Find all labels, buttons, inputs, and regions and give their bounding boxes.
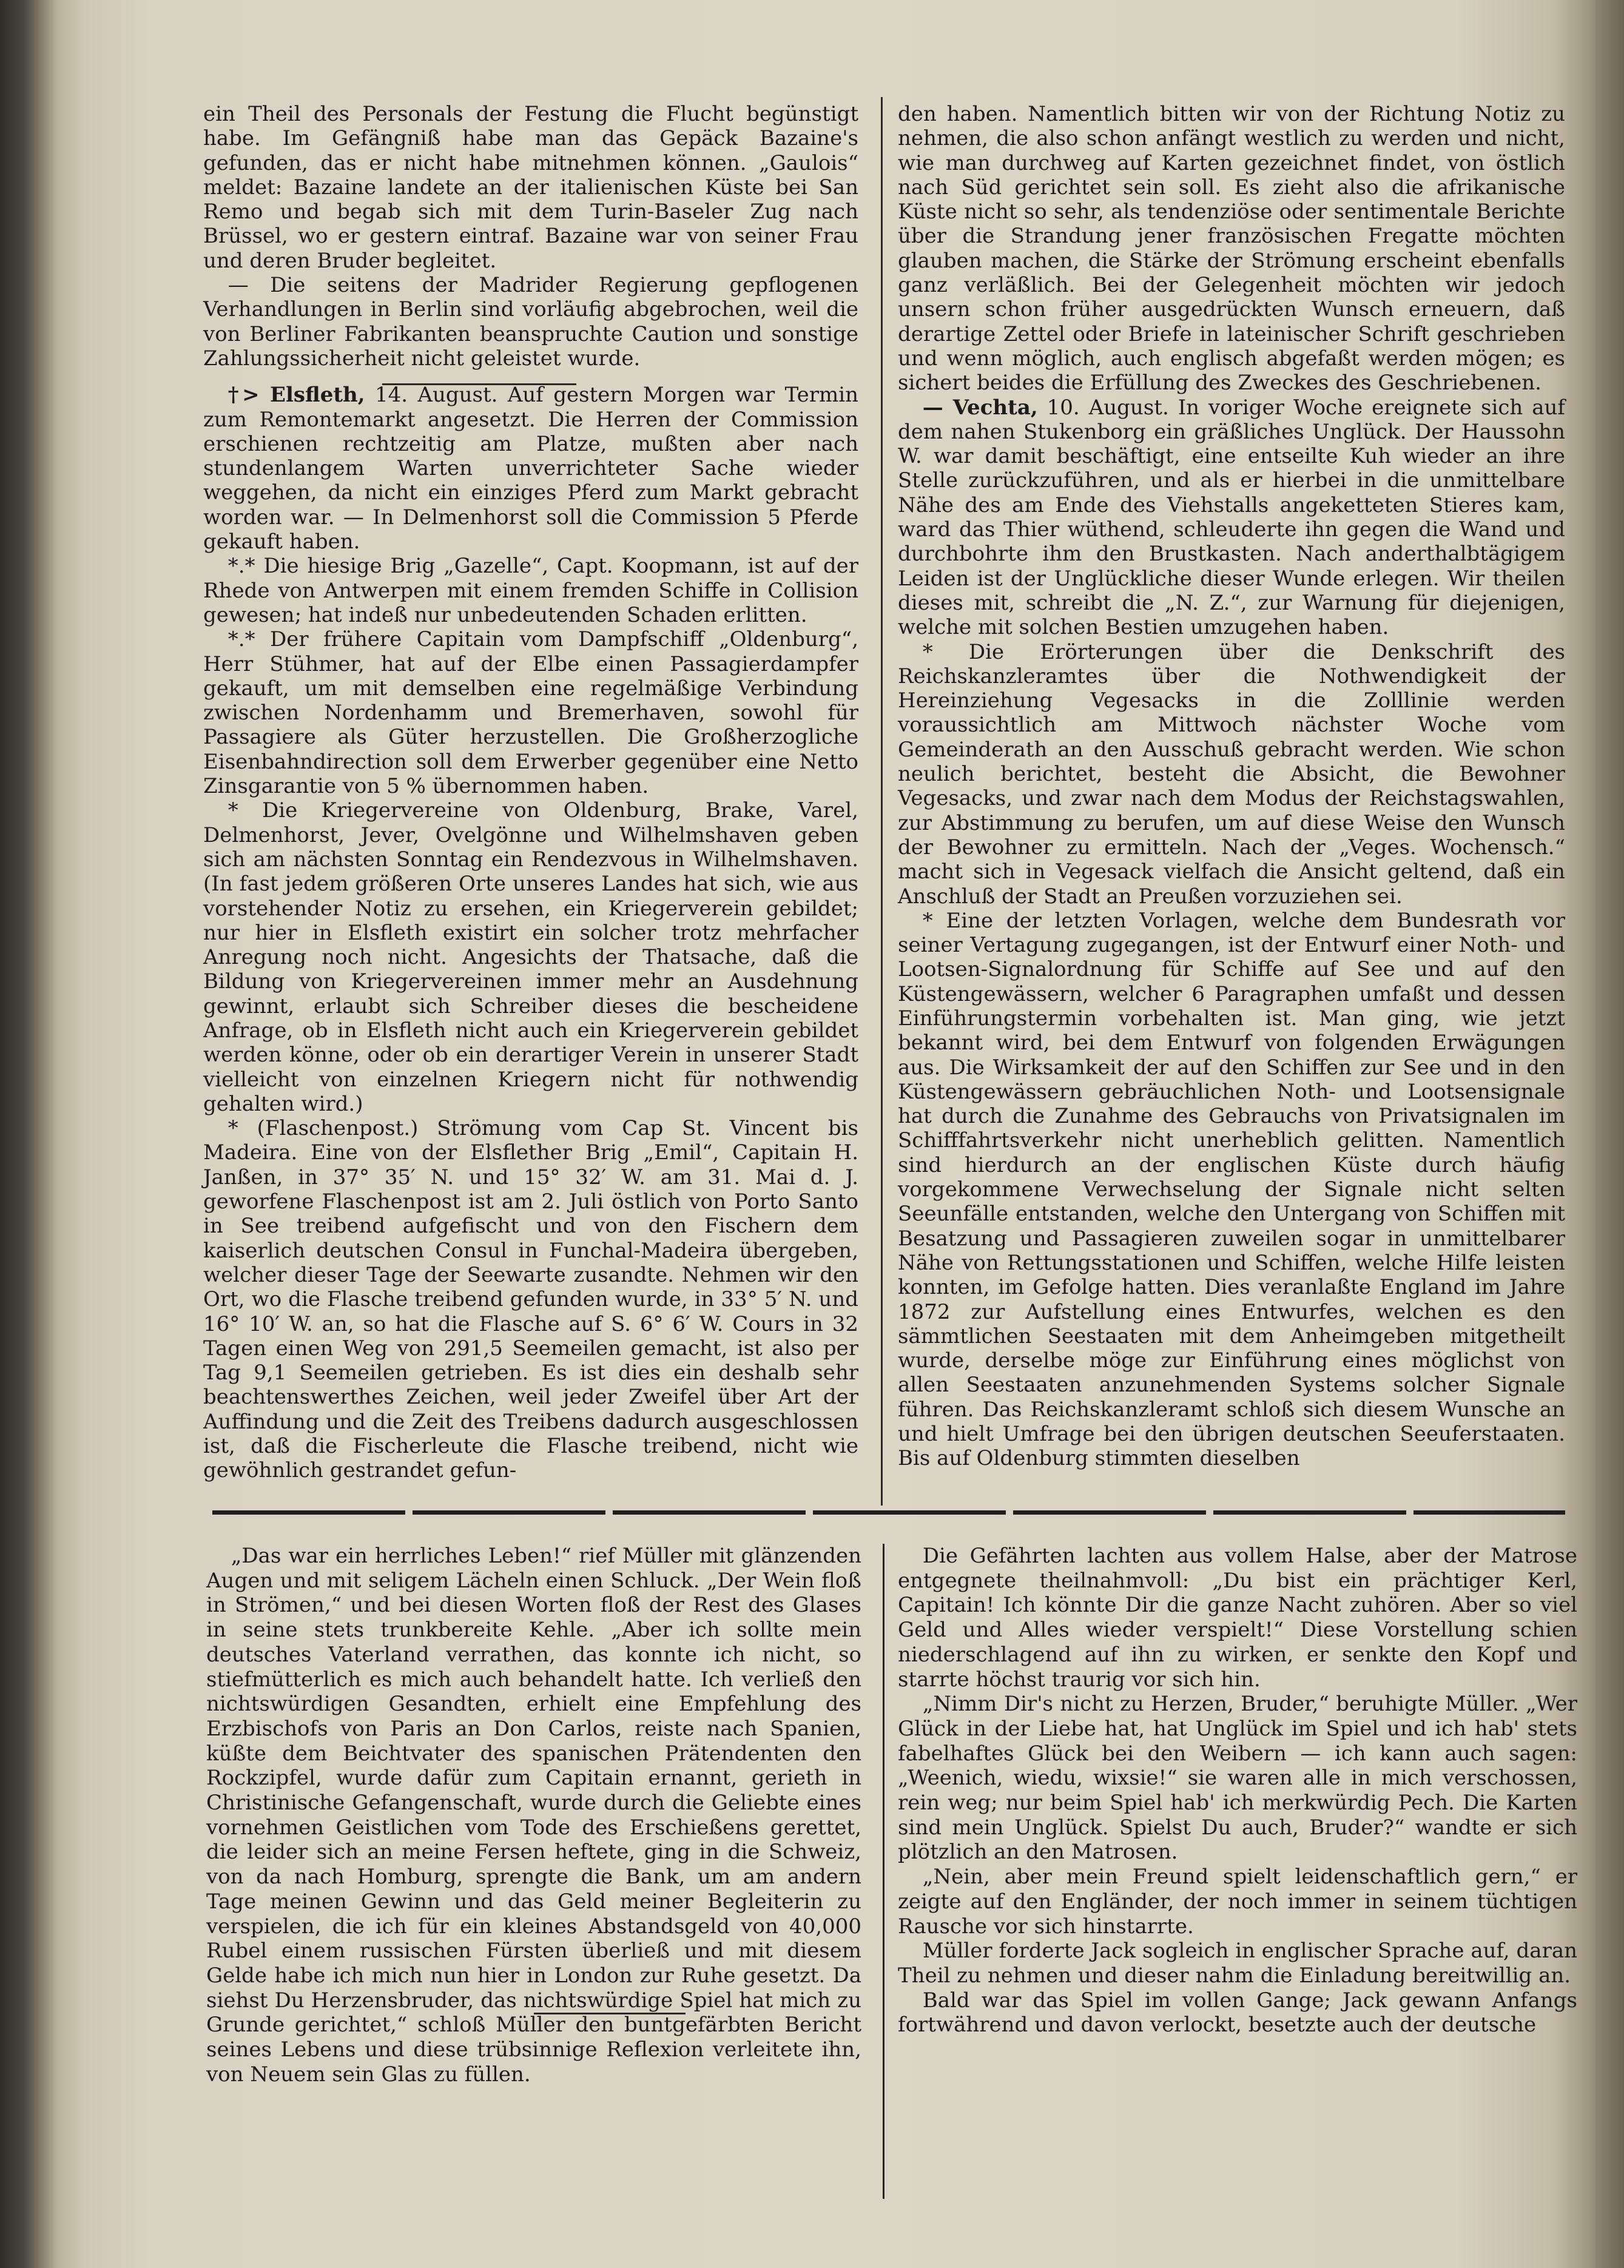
story-paragraph: Müller forderte Jack sogleich in englischer Sprache auf, daran Theil zu nehmen und dieser nahm die Einladung bereitwillig an. [898,1939,1577,1988]
vechta-dateline: — Vechta, [922,395,1038,420]
bazaine-paragraph: ein Theil des Personals der Festung die Flucht begünstigt habe. Im Gefängniß habe man das Gepäck Bazaine's gefunden, das er nicht habe mitnehmen können. „Gaulois“ meldet: Bazaine landete an der italienischen Küste bei San Remo und begab sich mit dem Turin-Baseler Zug nach Brüssel, wo er gestern eintraf. Bazaine war von seiner Frau und deren Bruder begleitet. [203,102,858,273]
stuehmer-paragraph: *.* Der frühere Capitain vom Dampfschiff „Oldenburg“, Herr Stühmer, hat auf der Elbe einen Passagierdampfer gekauft, um mit demselben eine regelmäßige Verbindung zwischen Nordenhamm und Bremerhaven, sowohl für Passagiere als Güter herzustellen. Die Großherzogliche Eisenbahndirection soll dem Erwerber gegenüber eine Netto Zinsgarantie von 5 % übernommen haben. [203,627,858,799]
feuilleton-separator [212,1510,1565,1515]
signalordnung-paragraph: * Eine der letzten Vorlagen, welche dem Bundesrath vor seiner Vertagung zugegangen, ist der Entwurf einer Noth- und Lootsen-Signalordnung für Schiffe auf See und auf den Küstengewässern, welcher 6 Paragraphen umfaßt und dessen Einführungstermin vorbehalten ist. Man ging, wie jetzt bekannt wird, bei dem Entwurf von folgenden Erwägungen aus. Die Wirksamkeit der auf den Schiffen zur See und in den Küstengewässern gebräuchlichen Noth- und Lootsensignale hat durch die Zunahme des Gebrauchs von Privatsignalen im Schifffahrtsverkehr nicht unerheblich gelitten. Namentlich sind hierdurch an der englischen Küste durch häufig vorgekommene Verwechselung der Signale nicht selten Seeunfälle entstanden, welche den Untergang von Schiffen mit Besatzung und Passagieren zuweilen sogar in unmittelbarer Nähe von Rettungsstationen und Schiffen, welche Hilfe leisten konnten, im Gefolge hatten. Dies veranlaßte England im Jahre 1872 zur Aufstellung eines Entwurfes, welchen es den sämmtlichen Seestaaten mit dem Anheimgeben mitgetheilt wurde, derselbe möge zur Einführung eines möglichst von allen Seestaaten anzunehmenden Systems solcher Signale führen. Das Reichskanzleramt schloß sich diesem Wunsche an und hielt Umfrage bei den übrigen deutschen Seeuferstaaten. Bis auf Oldenburg stimmten dieselben [898,908,1565,1471]
elsfleth-dateline: †> Elsfleth, [227,383,365,408]
story-paragraph: „Nimm Dir's nicht zu Herzen, Bruder,“ beruhigte Müller. „Wer Glück in der Liebe hat, hat Unglück im Spiel und ich hab' stets fabelhaftes Glück bei den Weibern — ich kann auch sagen: „Weenich, wiedu, wixsie!“ sie waren alle in mich verschossen, rein weg; nur beim Spiel hab' ich merkwürdig Pech. Die Karten sind mein Unglück. Spielst Du auch, Bruder?“ wandte er sich plötzlich an den Matrosen. [898,1692,1577,1865]
vechta-paragraph [898,395,1565,640]
column-divider-bottom [883,1544,884,2199]
gazelle-paragraph: *.* Die hiesige Brig „Gazelle“, Capt. Koopmann, ist auf der Rhede von Antwerpen mit einem fremden Schiffe in Collision gewesen; hat indeß nur unbedeutenden Schaden erlitten. [203,554,858,627]
elsfleth-text: 14. August. Auf gestern Morgen war Termin zum Remontemarkt angesetzt. Die Herren der Commission erschienen rechtzeitig am Platze, mußten aber nach stundenlangem Warten unverrichteter Sache wieder weggehen, da nicht ein einziges Pferd zum Markt gebracht worden war. — In Delmenhorst soll die Commission 5 Pferde gekauft haben. [203,383,858,554]
story-paragraph: Die Gefährten lachten aus vollem Halse, aber der Matrose entgegnete theilnahmvoll: „Du bist ein prächtiger Kerl, Capitain! Ich könnte Dir die ganze Nacht zuhören. Aber so viel Geld und Alles wieder verspielt!“ Diese Vorstellung schien niederschlagend auf ihn zu wirken, er senkte den Kopf und starrte höchst traurig vor sich hin. [898,1544,1577,1692]
page-edge [1595,0,1624,2268]
vegesack-paragraph: * Die Erörterungen über die Denkschrift des Reichskanzleramtes über die Nothwendigkeit der Hereinziehung Vegesacks in die Zolllinie werden voraussichtlich am Mittwoch nächster Woche vom Gemeinderath an den Ausschuß gebracht werden. Wie schon neulich berichtet, besteht die Absicht, die Bewohner Vegesacks, und zwar nach dem Modus der Reichstagswahlen, zur Abstimmung zu berufen, um auf diese Weise den Wunsch der Bewohner zu ermitteln. Nach der „Veges. Wochensch.“ macht sich in Vegesack vielfach die Ansicht geltend, daß ein Anschluß der Stadt an Preußen vorzuziehen sei. [898,639,1565,909]
kriegervereine-paragraph: * Die Kriegervereine von Oldenburg, Brake, Varel, Delmenhorst, Jever, Ovelgönne und Wilhelmshaven geben sich am nächsten Sonntag ein Rendezvous in Wilhelmshaven. (In fast jedem größeren Orte unseres Landes hat sich, wie aus vorstehender Notiz zu ersehen, ein Kriegerverein gebildet; nur hier in Elsfleth existirt ein solcher trotz mehrfacher Anregung noch nicht. Angesichts der Thatsache, daß die Bildung von Kriegervereinen immer mehr an Ausdehnung gewinnt, erlaubt sich Schreiber dieses die bescheidene Anfrage, ob in Elsfleth nicht auch ein Kriegerverein gebildet werden könne, oder ob ein derartiger Verein in unserer Stadt vielleicht von einzelnen Kriegern nicht für nothwendig gehalten wird.) [203,798,858,1116]
story-paragraph: „Nein, aber mein Freund spielt leidenschaftlich gern,“ er zeigte auf den Engländer, der noch immer in seinem tüchtigen Rausche vor sich hinstarrte. [898,1865,1577,1939]
story-column-left [206,1544,861,2087]
story-paragraph: Bald war das Spiel im vollen Gange; Jack gewann Anfangs fortwährend und davon verlockt, besetzte auch der deutsche [898,1988,1577,2037]
madrid-paragraph: — Die seitens der Madrider Regierung gepflogenen Verhandlungen in Berlin sind vorläufig abgebrochen, weil die von Berliner Fabrikanten beanspruchte Caution und sonstige Zahlungssicherheit nicht geleistet wurde. [203,273,858,371]
news-column-left [203,102,858,1483]
column-divider-top [881,97,883,1506]
news-column-right [898,102,1565,1471]
flaschenpost-paragraph: * (Flaschenpost.) Strömung vom Cap St. Vincent bis Madeira. Eine von der Elsflether Brig „Emil“, Capitain H. Janßen, in 37° 35′ N. und 15° 32′ W. am 31. Mai d. J. geworfene Flaschenpost ist am 2. Juli östlich von Porto Santo in See treibend aufgefischt und von den Fischern dem kaiserlich deutschen Consul in Funchal-Madeira übergeben, welcher dieser Tage der Seewarte zusandte. Nehmen wir den Ort, wo die Flasche treibend gefunden wurde, in 33° 5′ N. und 16° 10′ W. an, so hat die Flasche auf S. 6° 6′ W. Cours in 32 Tagen einen Weg von 291,5 Seemeilen gemacht, ist also per Tag 9,1 Seemeilen getrieben. Es ist dies ein deshalb sehr beachtenswerthes Zeichen, weil jeder Zweifel über Art der Auffindung und die Zeit des Treibens dadurch ausgeschlossen ist, daß die Fischerleute die Flasche treibend, nicht wie gewöhnlich gestrandet gefun- [203,1116,858,1483]
vechta-text: 10. August. In voriger Woche ereignete sich auf dem nahen Stukenborg ein gräßliches Unglück. Der Haussohn W. war damit beschäftigt, eine entseilte Kuh wieder an ihre Stelle zurückzuführen, und als er hierbei in die unmittelbare Nähe des am Ende des Viehstalls angeketteten Stieres kam, ward das Thier wüthend, schleuderte ihn gegen die Wand und durchbohrte ihm den Brustkasten. Nach anderthalbtägigem Leiden ist der Unglückliche dieser Wunde erlegen. Wir theilen dieses mit, schreibt die „N. Z.“, zur Warnung für diejenigen, welche mit solchen Bestien umzugehen haben. [898,395,1565,640]
story-column-right [898,1544,1577,2037]
elsfleth-paragraph [203,383,858,554]
flaschenpost-continued: den haben. Namentlich bitten wir von der Richtung Notiz zu nehmen, die also schon anfängt westlich zu werden und nicht, wie man durchweg auf Karten gezeichnet findet, von östlich nach Süd gerichtet sein soll. Es zieht also die afrikanische Küste nicht so sehr, als tendenziöse oder sentimentale Berichte über die Strandung jener französischen Fregatte möchten glauben machen, die Stärke der Strömung erscheint ebenfalls ganz verläßlich. Bei der Gelegenheit möchten wir jedoch unsern schon früher ausgedrückten Wunsch erneuern, daß derartige Zettel oder Briefe in lateinischer Schrift geschrieben und wenn möglich, auch englisch abgefaßt werden mögen; es sichert beides die Erfüllung des Zweckes des Geschriebenen. [898,102,1565,395]
story-paragraph: „Das war ein herrliches Leben!“ rief Müller mit glänzenden Augen und mit seligem Lächeln einen Schluck. „Der Wein floß in Strömen,“ und bei diesen Worten floß der Rest des Glases in seine stets trunkbereite Kehle. „Aber ich sollte mein deutsches Vaterland verrathen, das konnte ich nicht, so stiefmütterlich es mich auch behandelt hatte. Ich verließ den nichtswürdigen Gesandten, erhielt eine Empfehlung des Erzbischofs von Paris an Don Carlos, reiste nach Spanien, küßte dem Beichtvater des spanischen Prätendenten den Rockzipfel, wurde dafür zum Capitain ernannt, gerieth in Christinische Gefangenschaft, wurde durch die Geliebte eines vornehmen Geistlichen vom Tode des Erschießens gerettet, die leider sich an meine Fersen heftete, ging in die Schweiz, von da nach Homburg, sprengte die Bank, um am andern Tage meinen Gewinn und das Geld meiner Begleiterin zu verspielen, die ich für ein kleines Abstandsgeld von 40,000 Rubel einem russischen Fürsten überließ und mit diesem Gelde habe ich mich nun hier in London zur Ruhe gesetzt. Da siehst Du Herzensbruder, das nichtswürdige Spiel hat mich zu Grunde gerichtet,“ schloß Müller den buntgefärbten Bericht seines Lebens und diese trübsinnige Reflexion verleitete ihn, von Neuem sein Glas zu füllen. [206,1544,861,2087]
